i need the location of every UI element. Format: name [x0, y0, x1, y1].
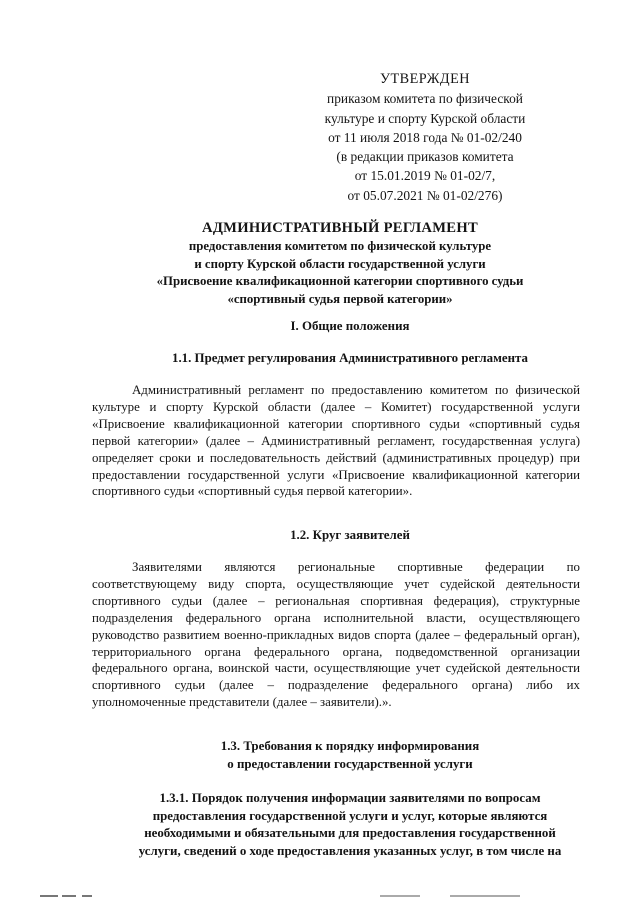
section-heading-1-3 [60, 738, 640, 773]
heading-line: услуги, сведений о ходе предоставления указанных услуг, в том числе на [138, 843, 562, 858]
section-heading-1-1: 1.1. Предмет регулирования Административного регламента [172, 351, 528, 365]
title-main: АДМИНИСТРАТИВНЫЙ РЕГЛАМЕНТ [201, 220, 479, 236]
section-heading-1-2: 1.2. Круг заявителей [290, 528, 410, 542]
title-line: «спортивный судья первой категории» [227, 291, 453, 306]
approval-line: от 15.01.2019 № 01-02/7, [354, 168, 496, 184]
section-heading-general: I. Общие положения [290, 319, 410, 333]
heading-line: необходимыми и обязательными для предоставления государственной [144, 826, 556, 840]
section-heading-1-3-1 [60, 790, 640, 860]
title-line: предоставления комитетом по физической культуре [188, 239, 492, 253]
approval-line: культуре и спорту Курской области [324, 110, 526, 126]
approval-line: от 05.07.2021 № 01-02/276) [347, 187, 503, 203]
title-line: и спорту Курской области государственной услуги [194, 256, 486, 271]
paragraph-applicants: Заявителями являются региональные спортивные федерации по соответствующему виду спорта, осуществляющие учет судейской деятельности спортивного судьи (далее – региональная спортивная федерация), структурные подразделения федерального органа исполнительной власти, осуществляющего руководство развитием военно-прикладных видов спорта (далее – федеральный орган), территориального органа федерального органа, подведомственной организации федерального органа, воинской части, осуществляющие учет судейской деятельности спортивного судьи (далее – подразделение федерального органа) либо их уполномоченные представители (далее – заявители).». [92, 560, 580, 710]
approved-label: УТВЕРЖДЕН [379, 71, 471, 87]
heading-line: предоставления государственной услуги и услуг, которые являются [152, 808, 548, 823]
paragraph-subject: Административный регламент по предоставлению комитетом по физической культуре и спорту Курской области (далее – Комитет) государственной услуги «Присвоение квалификационной категории спортивного судьи «спортивный судья первой категории» (далее – Административный регламент, государственная услуга) определяет сроки и последовательность действий (административных процедур) при предоставлении государственной услуги «Присвоение квалификационной категории спортивного судьи «спортивный судья первой категории». [92, 383, 580, 499]
scan-artifacts [0, 895, 640, 901]
approval-line: от 11 июля 2018 года № 01-02/240 [328, 129, 522, 145]
heading-line: о предоставлении государственной услуги [227, 756, 473, 771]
document-title [60, 218, 620, 308]
heading-line: 1.3.1. Порядок получения информации заявителями по вопросам [159, 791, 541, 805]
approval-line: приказом комитета по физической [327, 91, 523, 107]
approval-stamp [300, 70, 550, 205]
title-line: «Присвоение квалификационной категории спортивного судьи [156, 274, 524, 289]
approval-line: (в редакции приказов комитета [336, 149, 514, 165]
heading-line: 1.3. Требования к порядку информирования [220, 739, 480, 753]
